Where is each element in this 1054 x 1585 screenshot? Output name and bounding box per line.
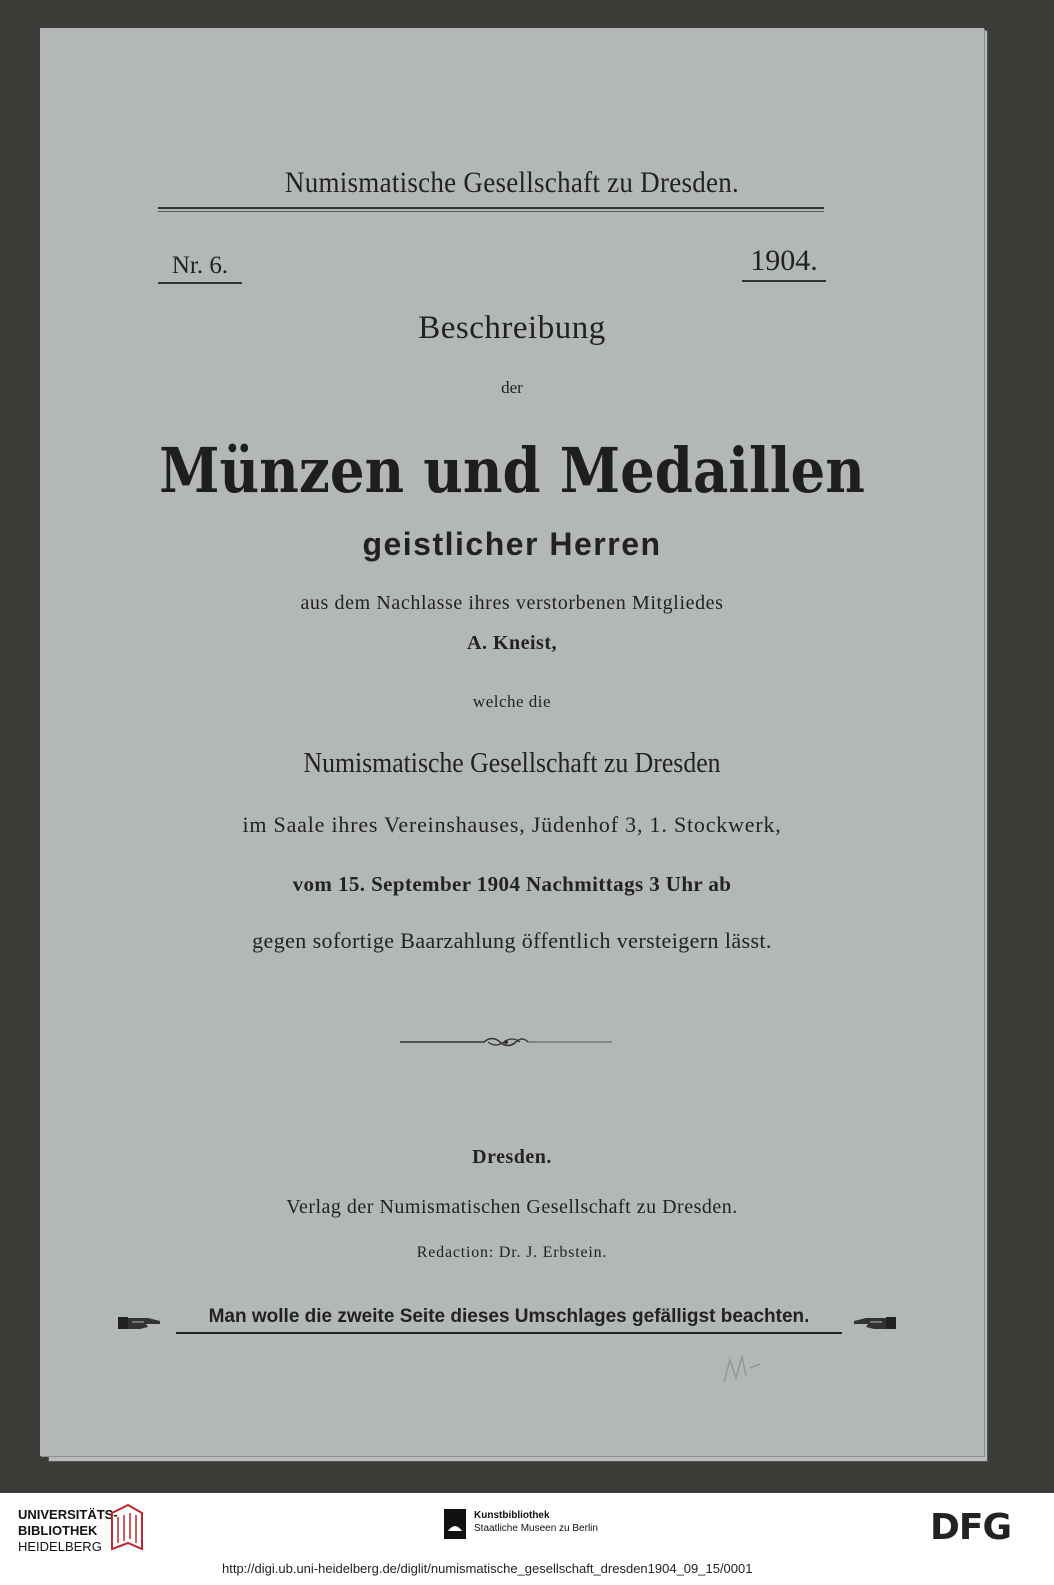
pencil-mark <box>720 1348 766 1388</box>
redaction-line: Redaction: Dr. J. Erbstein. <box>416 1244 608 1261</box>
publisher-line: Verlag der Numismatischen Gesellschaft zu Dresden. <box>286 1196 738 1218</box>
cover-notice: Man wolle die zweite Seite dieses Umschlages gefälligst beachten. <box>176 1306 842 1334</box>
society-name: Numismatische Gesellschaft zu Dresden <box>303 748 721 779</box>
date-line: vom 15. September 1904 Nachmittags 3 Uhr ab <box>292 872 732 896</box>
ub-heidelberg-logo <box>18 1507 118 1555</box>
ub-line-1: UNIVERSITÄTS- <box>18 1507 118 1522</box>
society-heading: Numismatische Gesellschaft zu Dresden. <box>284 166 740 199</box>
main-title: Münzen und Medaillen <box>159 434 865 507</box>
header-rule <box>158 207 824 209</box>
terms-line: gegen sofortige Baarzahlung öffentlich versteigern lässt. <box>252 928 772 953</box>
ub-book-icon <box>108 1503 146 1553</box>
cover-page <box>40 28 984 1456</box>
pointing-hand-right-icon <box>118 1312 162 1334</box>
estate-line: aus dem Nachlasse ihres verstorbenen Mitgliedes <box>300 592 724 614</box>
kb-line-1: Kunstbibliothek <box>474 1510 550 1521</box>
member-name: A. Kneist, <box>467 632 557 654</box>
permalink[interactable]: http://digi.ub.uni-heidelberg.de/diglit/numismatische_gesellschaft_dresden1904_09_15/0001 <box>222 1561 753 1576</box>
subtitle: geistlicher Herren <box>362 526 662 562</box>
header-rule-thin <box>158 211 824 212</box>
welche-line: welche die <box>472 692 552 711</box>
ub-line-3: HEIDELBERG <box>18 1539 102 1554</box>
issue-year: 1904. <box>742 244 826 282</box>
ub-line-2: BIBLIOTHEK <box>18 1523 98 1538</box>
kb-line-2: Staatliche Museen zu Berlin <box>474 1523 598 1534</box>
issue-number: Nr. 6. <box>158 252 242 284</box>
publisher-city: Dresden. <box>472 1146 552 1168</box>
kunstbibliothek-icon <box>444 1509 466 1539</box>
title-beschreibung: Beschreibung <box>418 310 606 346</box>
dfg-logo: DFG <box>930 1507 1012 1548</box>
footer-bar <box>0 1493 1054 1585</box>
title-der: der <box>501 378 523 397</box>
pointing-hand-left-icon <box>852 1312 896 1334</box>
ornament-divider <box>400 1032 612 1052</box>
location-line: im Saale ihres Vereinshauses, Jüdenhof 3, 1. Stockwerk, <box>242 812 782 837</box>
